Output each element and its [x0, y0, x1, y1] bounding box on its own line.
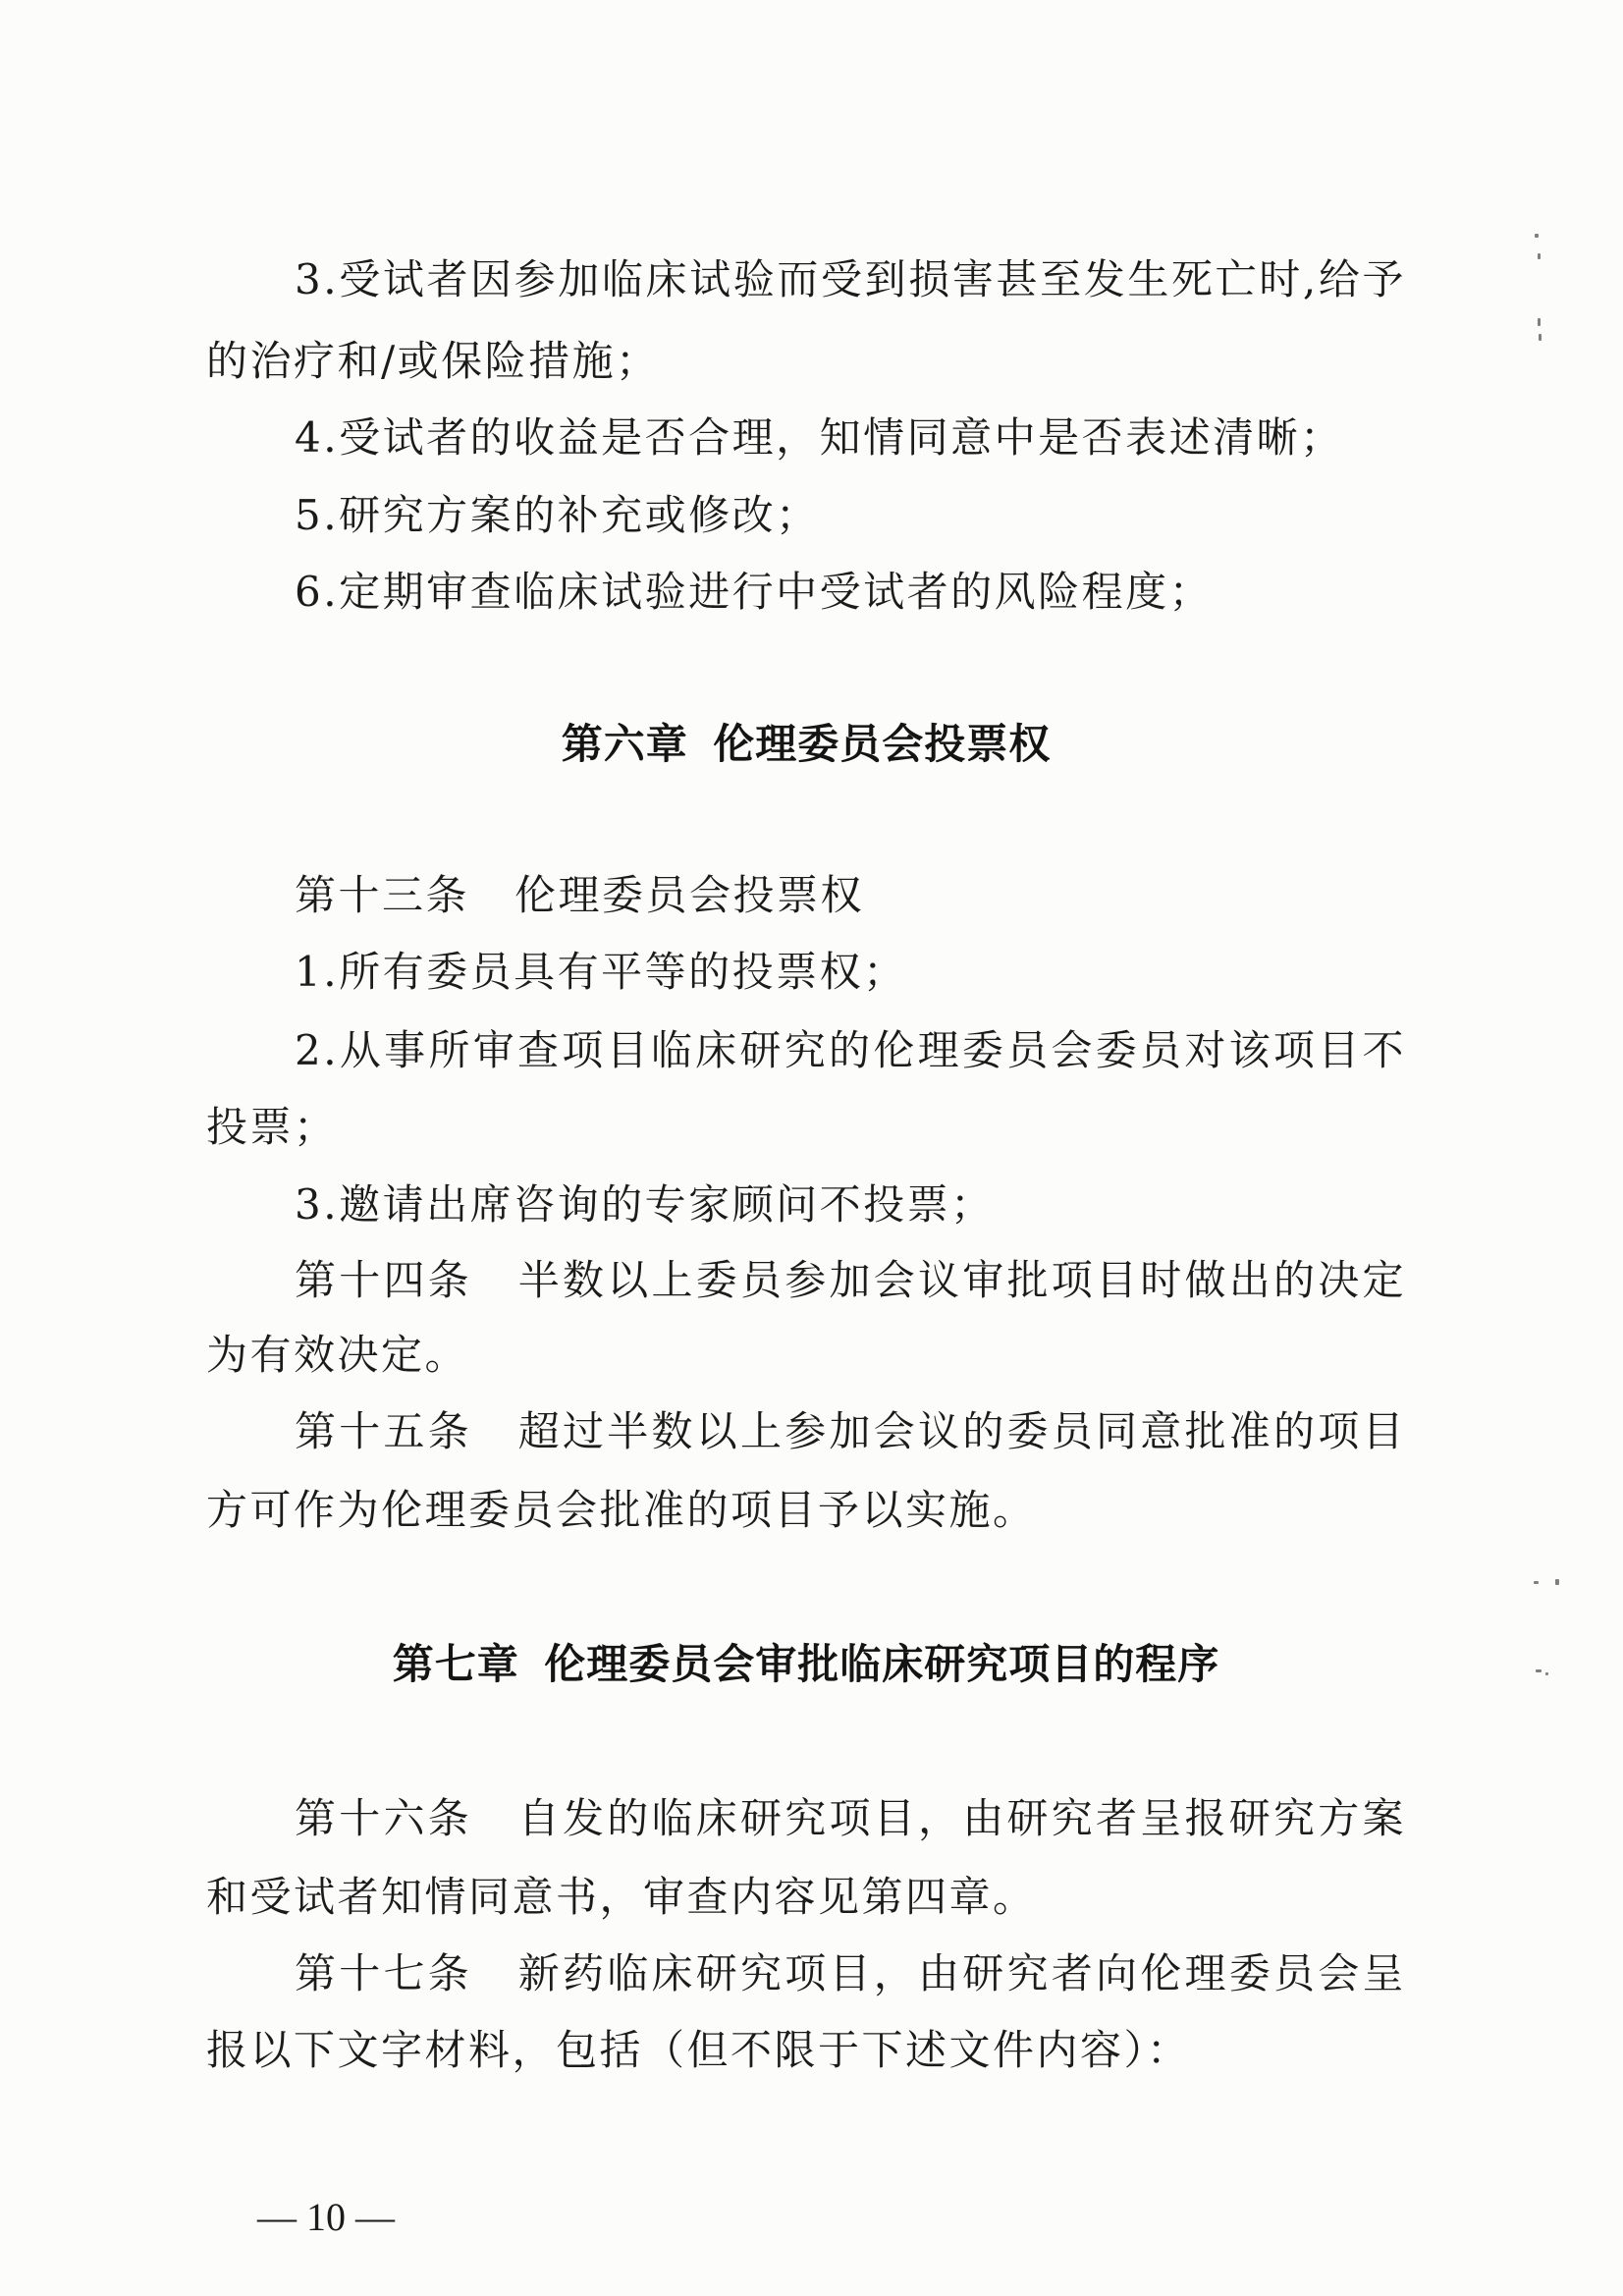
- article-15-label: 第十五条: [295, 1407, 472, 1455]
- article-15-line-1: [295, 1402, 1406, 1461]
- scan-speck: [1535, 234, 1539, 238]
- article-14-label: 第十四条: [295, 1256, 472, 1304]
- scan-speck: [1538, 253, 1541, 259]
- scan-speck: [1545, 1672, 1548, 1675]
- item-6: 6.定期审查临床试验进行中受试者的风险程度；: [295, 568, 1214, 616]
- article-13-label: 第十三条: [295, 871, 470, 919]
- article-13-item-3: 3.邀请出席咨询的专家顾问不投票；: [295, 1180, 995, 1229]
- item-3-line-1: 3.受试者因参加临床试验而受到损害甚至发生死亡时,给予: [295, 255, 1406, 303]
- scan-speck: [1555, 1579, 1559, 1585]
- article-17-line-2: 报以下文字材料，包括（但不限于下述文件内容）：: [206, 2026, 1191, 2074]
- item-5: 5.研究方案的补充或修改；: [295, 491, 820, 539]
- chapter-6-heading: 第六章 伦理委员会投票权: [561, 720, 1052, 768]
- article-16-text: 自发的临床研究项目，由研究者呈报研究方案: [517, 1794, 1406, 1842]
- article-17-line-1: [295, 1944, 1406, 2003]
- article-13-item-2-line-2: 投票；: [206, 1103, 338, 1151]
- article-14-line-2: 为有效决定。: [206, 1331, 469, 1379]
- article-16-line-2: 和受试者知情同意书，审查内容见第四章。: [206, 1873, 1037, 1921]
- article-13-item-1: 1.所有委员具有平等的投票权；: [295, 948, 907, 996]
- article-14-text: 半数以上委员参加会议审批项目时做出的决定: [517, 1256, 1406, 1304]
- article-14-line-1: [295, 1251, 1406, 1310]
- scan-speck: [1538, 318, 1541, 326]
- article-15-text: 超过半数以上参加会议的委员同意批准的项目: [517, 1407, 1406, 1455]
- article-17-label: 第十七条: [295, 1949, 472, 1997]
- item-4: 4.受试者的收益是否合理，知情同意中是否表述清晰；: [295, 413, 1344, 462]
- article-13-item-2-line-1: 2.从事所审查项目临床研究的伦理委员会委员对该项目不: [295, 1026, 1406, 1074]
- article-15-line-2: 方可作为伦理委员会批准的项目予以实施。: [206, 1486, 1037, 1534]
- article-17-text: 新药临床研究项目，由研究者向伦理委员会呈: [517, 1949, 1406, 1997]
- article-13-line: [295, 866, 1406, 925]
- scan-speck: [1539, 334, 1542, 341]
- scan-speck: [1536, 1669, 1542, 1672]
- item-3-line-2: 的治疗和/或保险措施；: [206, 337, 660, 385]
- article-16-line-1: [295, 1789, 1406, 1848]
- page-number: — 10 —: [257, 2195, 395, 2239]
- article-13-title: 伦理委员会投票权: [514, 871, 865, 919]
- article-16-label: 第十六条: [295, 1794, 472, 1842]
- scan-speck: [1534, 1581, 1539, 1584]
- chapter-7-heading: 第七章 伦理委员会审批临床研究项目的程序: [392, 1640, 1220, 1688]
